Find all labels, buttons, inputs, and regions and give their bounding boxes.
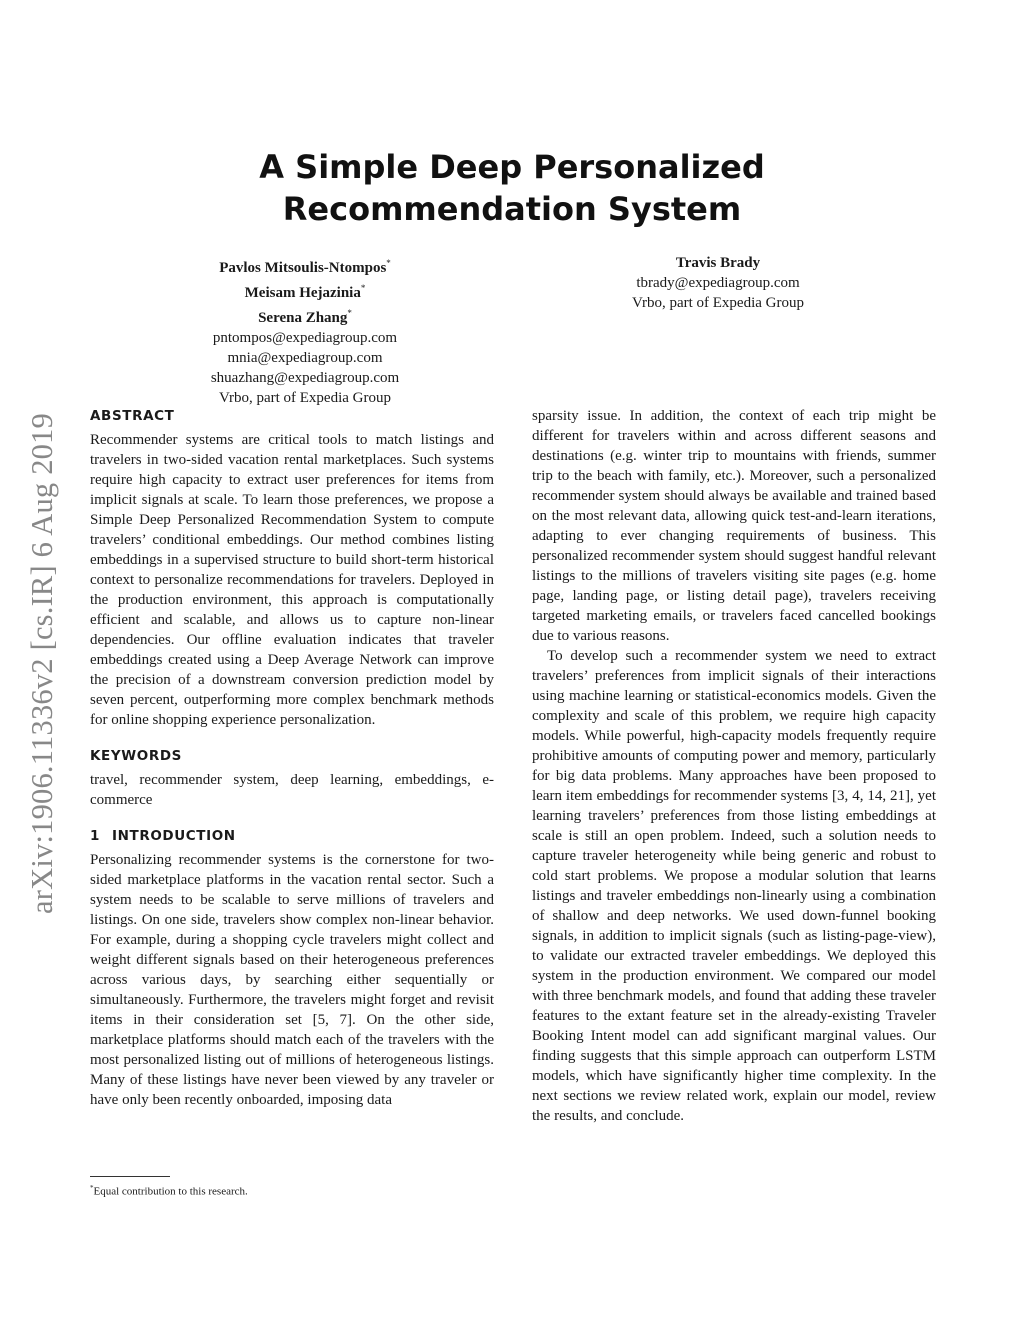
arxiv-stamp (23, 369, 61, 957)
keywords-text: travel, recommender system, deep learning, embeddings, e-commerce (90, 772, 494, 808)
author-name: Travis Brady (675, 255, 761, 271)
introduction-paragraph: Personalizing recommender systems is the cornerstone for two-sided marketplace platforms in the vacation rental sector. Such a system needs to be scalable to serve millions of travelers and listings. On one side, travelers show complex non-linear behavior. For example, during a shopping cycle travelers might collect and weight different signals based on their heterogeneous preferences across various days, by searching either sequentially or simultaneously. Furthermore, the travelers might forget and revisit items in their consideration set [5, 7]. On the other side, marketplace platforms should match each of the travelers with the most personalized listing out of millions of heterogeneous listings. Many of these listings have never been viewed by any traveler or have only been recently onboarded, imposing data (90, 852, 494, 1108)
author-affiliation: Vrbo, part of Expedia Group (632, 295, 804, 311)
author-email: pntompos@expediagroup.com (212, 330, 398, 346)
keywords-heading: KEYWORDS (90, 748, 182, 764)
introduction-heading (90, 826, 494, 846)
introduction-paragraph: To develop such a recommender system we need to extract travelers’ preferences from implicit signals of their interactions using machine learning or statistical-economics models. Given the complexity and scale of this problem, we require high capacity models. While powerful, high-capacity models frequently require prohibitive amounts of computing power and memory, particularly for big data problems. Many approaches have been proposed to learn item embeddings for recommender systems [3, 4, 14, 21], yet learning travelers’ preferences from those listing embeddings at scale is still an open problem. Indeed, such a solution needs to capture traveler heterogeneity while being generic and robust to cold start problems. We propose a modular solution that learns listings and traveler embeddings non-linearly using a combination of shallow and deep networks. We used down-funnel booking signals, in addition to implicit signals (such as listing-page-view), to validate our extracted traveler embeddings. We deployed this system in the production environment. We compared our model with three benchmark models, and found that adding these traveler features to the extant feature set in the already-existing Traveler Booking Intent model can add significant marginal values. Our finding suggests that this simple approach can outperform LSTM models, which have significantly higher time complexity. In the next sections we review related work, explain our model, review the results, and conclude. (532, 648, 936, 1124)
section-title: INTRODUCTION (112, 828, 236, 844)
footnote-rule (90, 1176, 170, 1177)
author-email: tbrady@expediagroup.com (636, 275, 800, 291)
author-name: Pavlos Mitsoulis-Ntompos* (219, 258, 391, 276)
paper-title: A Simple Deep Personalized Recommendation System (259, 148, 765, 228)
footnote-text: *Equal contribution to this research. (90, 1184, 248, 1198)
footnote (90, 1176, 494, 1199)
section-number: 1 (90, 828, 100, 844)
abstract-text: Recommender systems are critical tools to match listings and travelers in two-sided vacation rental marketplaces. Such systems require high capacity to extract user preferences for items from implicit signals at scale. To learn those preferences, we propose a Simple Deep Personalized Recommendation System to compute travelers’ conditional embeddings. Our method combines listing embeddings in a supervised structure to build short-term historical context to personalize recommendations for travelers. Deployed in the production environment, this approach is computationally efficient and scalable, and allows us to capture non-linear dependencies. Our offline evaluation indicates that traveler embeddings created using a Deep Average Network can improve the precision of a downstream conversion prediction model by seven percent, outperforming more complex benchmark methods for online shopping experience personalization. (90, 432, 494, 728)
left-column (90, 406, 494, 1110)
arxiv-identifier: arXiv:1906.11336v2 [cs.IR] 6 Aug 2019 (24, 412, 59, 914)
author-block-right (560, 253, 876, 313)
introduction-paragraph-continued: sparsity issue. In addition, the context of each trip might be different for travelers within and across different seasons and destinations (e.g. winter trip to mountains with friends, summer trip to the beach with family, etc.). Moreover, such a personalized recommender system should always be available and trained based on the most relevant data, allowing quick test-and-learn iterations, adapting to ever changing requirements of business. This personalized recommender system should suggest handful relevant listings to the millions of travelers visiting site pages (e.g. home page, landing page, or listing detail page), travelers receiving targeted marketing emails, or travelers faced cancelled bookings due to various reasons. (532, 408, 936, 644)
author-email: mnia@expediagroup.com (227, 350, 383, 366)
author-name: Serena Zhang* (258, 308, 352, 326)
right-column (532, 406, 936, 1126)
author-affiliation: Vrbo, part of Expedia Group (219, 390, 391, 406)
author-block-left (150, 253, 460, 408)
author-name: Meisam Hejazinia* (244, 283, 366, 301)
abstract-heading: ABSTRACT (90, 408, 175, 424)
author-email: shuazhang@expediagroup.com (210, 370, 400, 386)
